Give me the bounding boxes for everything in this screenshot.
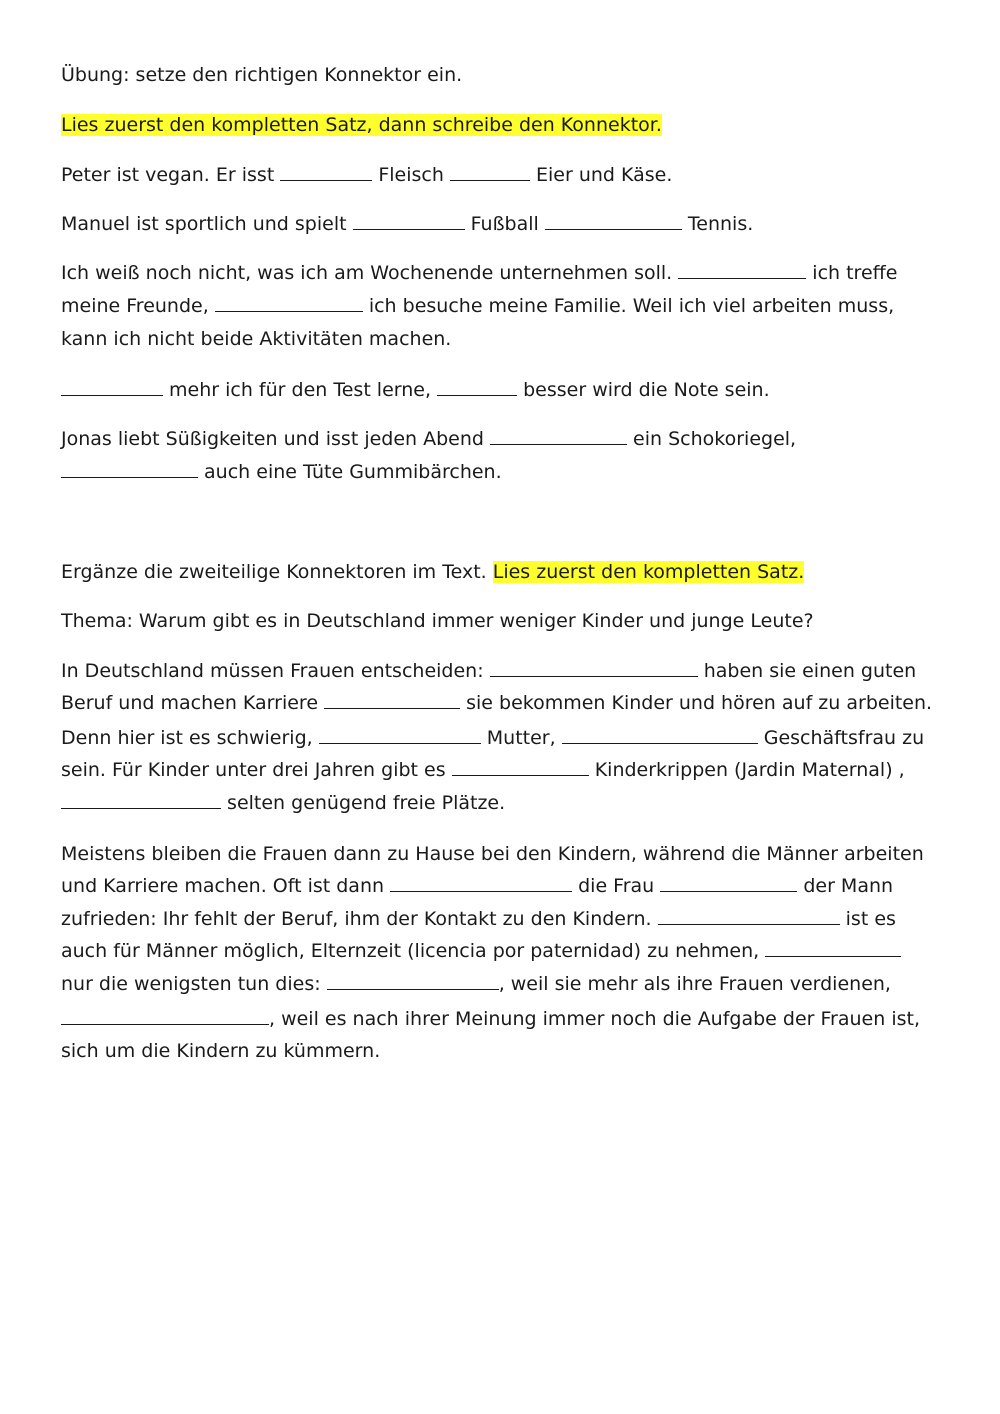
paragraph-2-line-4: auch für Männer möglich, Elternzeit (licencia por paternidad) zu nehmen, bbox=[61, 938, 901, 964]
blank[interactable] bbox=[490, 658, 698, 677]
sentence-2: Manuel ist sportlich und spielt Fußball Tennis. bbox=[61, 213, 754, 235]
blank[interactable] bbox=[61, 377, 163, 396]
blank[interactable] bbox=[660, 873, 797, 892]
paragraph-2-line-7: sich um die Kindern zu kümmern. bbox=[61, 1040, 381, 1062]
paragraph-1-line-5: selten genügend freie Plätze. bbox=[61, 790, 505, 816]
paragraph-1-line-4: sein. Für Kinder unter drei Jahren gibt es Kinderkrippen (Jardin Maternal) , bbox=[61, 759, 905, 781]
blank[interactable] bbox=[437, 377, 517, 396]
sentence-4: mehr ich für den Test lerne, besser wird die Note sein. bbox=[61, 377, 770, 403]
blank[interactable] bbox=[658, 906, 840, 925]
blank[interactable] bbox=[327, 971, 499, 990]
blank[interactable] bbox=[61, 1006, 269, 1025]
paragraph-1-line-1: In Deutschland müssen Frauen entscheiden: haben sie einen guten bbox=[61, 660, 917, 682]
blank[interactable] bbox=[390, 873, 572, 892]
paragraph-2-line-5: nur die wenigsten tun dies: , weil sie mehr als ihre Frauen verdienen, bbox=[61, 973, 891, 995]
paragraph-2-line-1: Meistens bleiben die Frauen dann zu Hause bei den Kindern, während die Männer arbeiten bbox=[61, 843, 924, 865]
blank[interactable] bbox=[319, 725, 481, 744]
highlighted-instruction-2: Lies zuerst den kompletten Satz. bbox=[492, 561, 805, 583]
exercise-title: Übung: setze den richtigen Konnektor ein. bbox=[61, 64, 463, 86]
sentence-5-line-2: auch eine Tüte Gummibärchen. bbox=[61, 459, 502, 485]
paragraph-2-line-3: zufrieden: Ihr fehlt der Beruf, ihm der Kontakt zu den Kindern. ist es bbox=[61, 908, 896, 930]
paragraph-2-line-2: und Karriere machen. Oft ist dann die Frau der Mann bbox=[61, 875, 894, 897]
blank[interactable] bbox=[61, 459, 198, 478]
sentence-3-line-2: meine Freunde, ich besuche meine Familie. Weil ich viel arbeiten muss, bbox=[61, 295, 895, 317]
paragraph-1-line-2: Beruf und machen Karriere sie bekommen Kinder und hören auf zu arbeiten. bbox=[61, 692, 933, 714]
instruction-line bbox=[61, 112, 662, 138]
blank[interactable] bbox=[765, 938, 901, 957]
sentence-5-line-1: Jonas liebt Süßigkeiten und isst jeden Abend ein Schokoriegel, bbox=[61, 428, 797, 450]
sentence-3-line-1: Ich weiß noch nicht, was ich am Wochenende unternehmen soll. ich treffe bbox=[61, 262, 898, 284]
topic-line: Thema: Warum gibt es in Deutschland immer weniger Kinder und junge Leute? bbox=[61, 610, 814, 632]
blank[interactable] bbox=[562, 725, 758, 744]
paragraph-1-line-3: Denn hier ist es schwierig, Mutter, Geschäftsfrau zu bbox=[61, 727, 925, 749]
sentence-3-line-3: kann ich nicht beide Aktivitäten machen. bbox=[61, 328, 452, 350]
blank[interactable] bbox=[215, 293, 363, 312]
blank[interactable] bbox=[324, 690, 460, 709]
blank[interactable] bbox=[61, 790, 221, 809]
paragraph-2-line-6: , weil es nach ihrer Meinung immer noch die Aufgabe der Frauen ist, bbox=[61, 1006, 920, 1032]
blank[interactable] bbox=[678, 260, 806, 279]
sentence-1: Peter ist vegan. Er isst Fleisch Eier und Käse. bbox=[61, 164, 673, 186]
blank[interactable] bbox=[353, 211, 465, 230]
exercise-2-title: Ergänze die zweiteilige Konnektoren im Text. Lies zuerst den kompletten Satz. bbox=[61, 561, 805, 583]
blank[interactable] bbox=[280, 162, 372, 181]
highlighted-instruction: Lies zuerst den kompletten Satz, dann schreibe den Konnektor. bbox=[61, 114, 662, 136]
blank[interactable] bbox=[545, 211, 682, 230]
blank[interactable] bbox=[450, 162, 530, 181]
blank[interactable] bbox=[452, 757, 589, 776]
blank[interactable] bbox=[490, 426, 627, 445]
